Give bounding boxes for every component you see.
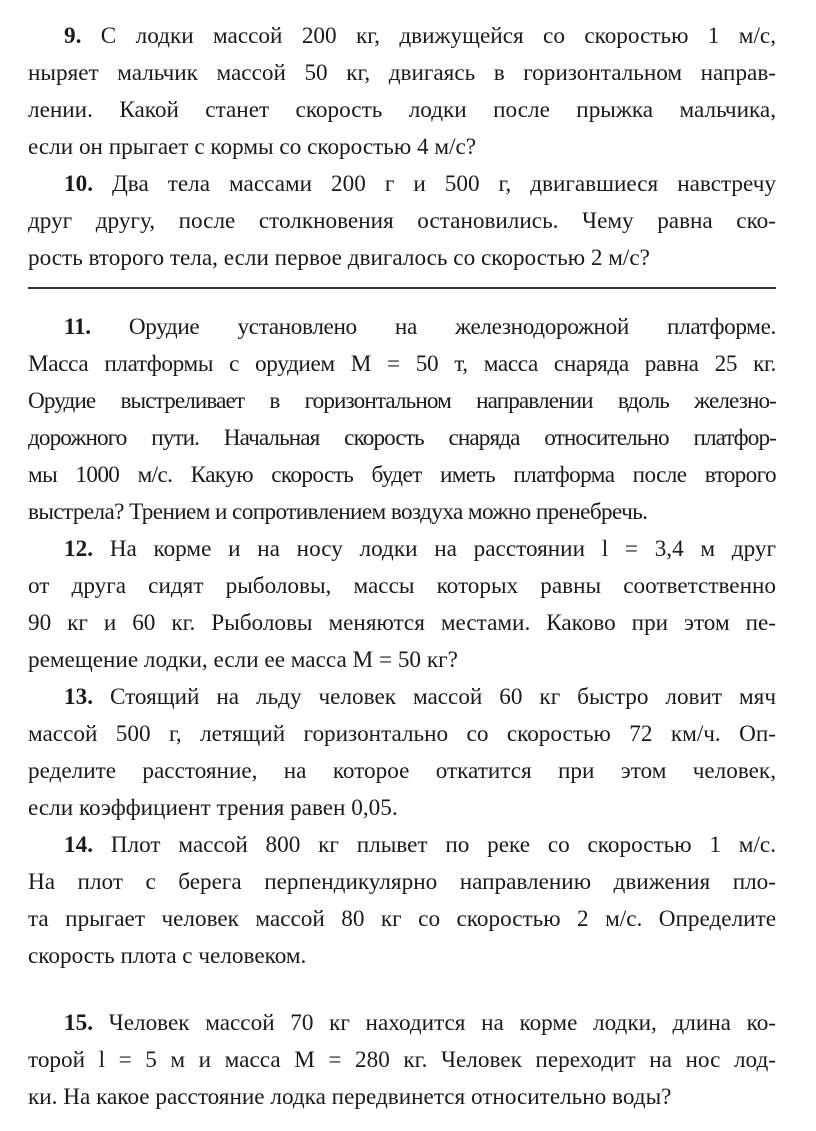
problem-number: 14. <box>64 832 93 858</box>
problem-number: 12. <box>64 536 93 562</box>
problem-number: 9. <box>64 23 82 49</box>
problem-line: С лодки массой 200 кг, движущейся со скоростью 1 м/с, <box>100 23 777 49</box>
problem-line: ремещение лодки, если ее масса M = 50 кг? <box>28 647 458 673</box>
problem-line: дорожного пути. Начальная скорость снаряда относительно платфор- <box>28 425 776 451</box>
problem-line: ки. На какое расстояние лодка передвинется относительно воды? <box>28 1084 672 1110</box>
problem-12 <box>28 531 776 679</box>
problem-number: 11. <box>64 314 91 340</box>
problem-number: 15. <box>64 1010 93 1036</box>
problem-line: торой l = 5 м и масса M = 280 кг. Человек переходит на нос лод- <box>28 1047 776 1073</box>
problem-line: Орудие установлено на железнодорожной платформе. <box>128 314 776 340</box>
section-divider <box>28 287 776 289</box>
problem-15 <box>28 1005 776 1116</box>
problem-number: 10. <box>64 171 93 197</box>
problem-line: 90 кг и 60 кг. Рыболовы меняются местами. Каково при этом пе- <box>28 610 776 636</box>
problem-14 <box>28 827 776 975</box>
spacer <box>28 975 776 1005</box>
problem-line: если коэффициент трения равен 0,05. <box>28 795 398 821</box>
problem-line: выстрела? Трением и сопротивлением воздуха можно пренебречь. <box>28 499 648 525</box>
problem-11 <box>28 309 776 531</box>
problem-line: та прыгает человек массой 80 кг со скоростью 2 м/с. Определите <box>28 906 776 932</box>
problem-line: Человек массой 70 кг находится на корме лодки, длина ко- <box>108 1010 777 1036</box>
problem-line: ределите расстояние, на которое откатится при этом человек, <box>28 758 776 784</box>
problem-line: от друга сидят рыболовы, массы которых равны соответственно <box>28 573 776 599</box>
problem-line: На плот с берега перпендикулярно направлению движения пло- <box>28 869 776 895</box>
problem-line: скорость плота с человеком. <box>28 943 307 969</box>
problem-line: На корме и на носу лодки на расстоянии l = 3,4 м друг <box>109 536 777 562</box>
problem-line: мы 1000 м/с. Какую скорость будет иметь платформа после второго <box>28 462 776 488</box>
problem-line: друг другу, после столкновения остановились. Чему равна ско- <box>28 208 776 234</box>
problem-line: Масса платформы с орудием M = 50 т, масса снаряда равна 25 кг. <box>28 351 776 377</box>
problem-line: Стоящий на льду человек массой 60 кг быстро ловит мяч <box>109 684 776 710</box>
problem-line: Плот массой 800 кг плывет по реке со скоростью 1 м/с. <box>110 832 776 858</box>
problem-13 <box>28 679 776 827</box>
problem-line: рость второго тела, если первое двигалось со скоростью 2 м/с? <box>28 245 650 271</box>
problem-line: Два тела массами 200 г и 500 г, двигавшиеся навстречу <box>111 171 776 197</box>
problem-number: 13. <box>64 684 93 710</box>
problem-line: Орудие выстреливает в горизонтальном направлении вдоль железно- <box>28 388 776 414</box>
problem-line: если он прыгает с кормы со скоростью 4 м/с? <box>28 134 477 160</box>
problem-10 <box>28 166 776 277</box>
problem-line: массой 500 г, летящий горизонтально со скоростью 72 км/ч. Оп- <box>28 721 776 747</box>
problem-9 <box>28 18 776 166</box>
problem-line: лении. Какой станет скорость лодки после прыжка мальчика, <box>28 97 776 123</box>
problem-line: ныряет мальчик массой 50 кг, двигаясь в горизонтальном направ- <box>28 60 776 86</box>
